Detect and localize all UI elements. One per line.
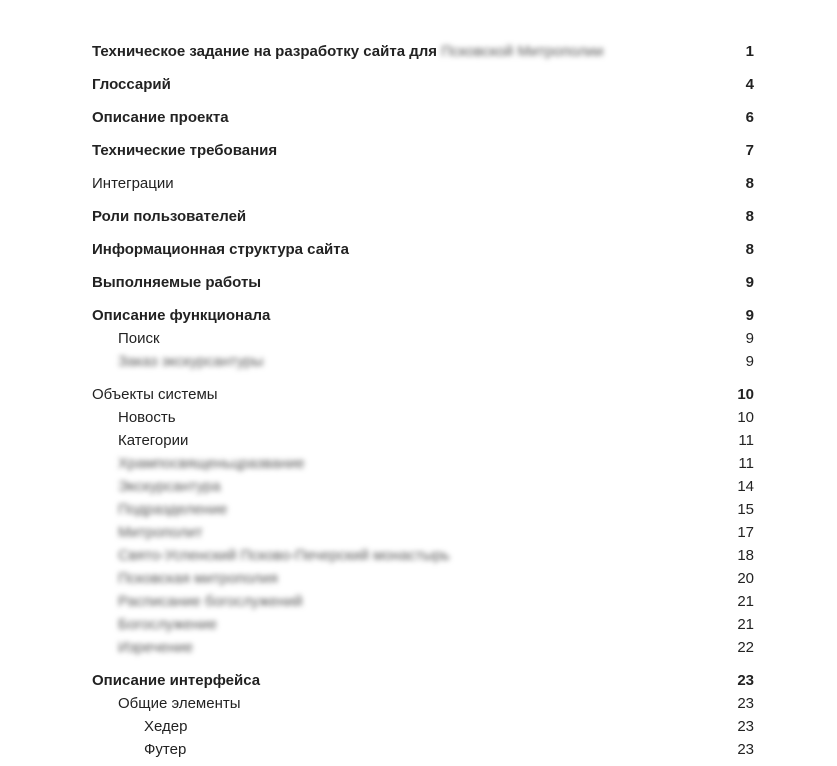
toc-entry-page-number: 21 — [737, 593, 754, 610]
toc-entry-objects[interactable] — [92, 383, 754, 406]
toc-entry-title-text: Богослужение — [118, 616, 217, 633]
toc-entry-title[interactable] — [92, 106, 229, 129]
toc-entry-title[interactable] — [92, 40, 604, 63]
toc-entry-title-text: Категории — [118, 432, 189, 449]
toc-entry-project-desc[interactable] — [92, 106, 754, 129]
toc-entry-footer[interactable] — [92, 738, 754, 761]
toc-entry-page-number: 15 — [737, 501, 754, 518]
toc-entry-page-number: 8 — [745, 241, 754, 258]
toc-entry-title-text: Новость — [118, 409, 176, 426]
toc-entry-title[interactable] — [92, 567, 278, 590]
toc-entry-title-text: Заказ экскурсантуры — [118, 353, 264, 370]
toc-entry-title[interactable] — [92, 521, 203, 544]
toc-entry-categories[interactable] — [92, 429, 754, 452]
toc-entry-title-text: Футер — [144, 741, 187, 758]
toc-entry-title-text: Митрополит — [118, 524, 203, 541]
toc-entry-page-number: 23 — [737, 741, 754, 758]
toc-entry-title-text: Выполняемые работы — [92, 274, 262, 291]
toc-entry-page-number: 9 — [745, 353, 754, 370]
toc-entry-title[interactable] — [92, 613, 217, 636]
toc-entry-title-text: Экскурсантура — [118, 478, 221, 495]
toc-entry-title[interactable] — [92, 383, 218, 406]
toc-entry-title[interactable] — [92, 738, 186, 761]
toc-entry-page-number: 9 — [745, 330, 754, 347]
toc-entry-title-text: Подразделение — [118, 501, 228, 518]
toc-entry-page-number: 23 — [737, 672, 754, 689]
toc-entry-title[interactable] — [92, 238, 349, 261]
toc-entry-blur5[interactable] — [92, 544, 754, 567]
toc-entry-title-text: Хедер — [144, 718, 188, 735]
toc-entry-common[interactable] — [92, 692, 754, 715]
toc-entry-title-text: Расписание богослужений — [118, 593, 303, 610]
toc-entry-title[interactable] — [92, 172, 174, 195]
toc-entry-title-text: Техническое задание на разработку сайта для — [92, 43, 442, 60]
toc-entry-blur8[interactable] — [92, 613, 754, 636]
toc-entry-page-number: 8 — [745, 208, 754, 225]
toc-entry-page-number: 23 — [737, 695, 754, 712]
toc-entry-interface[interactable] — [92, 669, 754, 692]
toc-entry-page-number: 22 — [737, 639, 754, 656]
toc-entry-title[interactable] — [92, 406, 176, 429]
toc-entry-page-number: 7 — [745, 142, 754, 159]
toc-entry-title-text: Описание проекта — [92, 109, 229, 126]
toc-entry-page-number: 9 — [745, 307, 754, 324]
toc-entry-title[interactable] — [92, 139, 277, 162]
toc-entry-page-number: 18 — [737, 547, 754, 564]
toc-entry-title[interactable] — [92, 669, 260, 692]
toc-entry-blur2[interactable] — [92, 475, 754, 498]
toc-entry-page-number: 9 — [745, 274, 754, 291]
toc-entry-functional[interactable] — [92, 304, 754, 327]
toc-entry-title[interactable] — [92, 475, 221, 498]
toc-entry-title-text: Описание функционала — [92, 307, 271, 324]
toc-entry-page-number: 1 — [745, 43, 754, 60]
toc-entry-title[interactable] — [92, 304, 270, 327]
toc-entry-title[interactable] — [92, 271, 261, 294]
toc-entry-integrations[interactable] — [92, 172, 754, 195]
toc-entry-search[interactable] — [92, 327, 754, 350]
toc-entry-title-text: Глоссарий — [92, 76, 171, 93]
toc-entry-header[interactable] — [92, 715, 754, 738]
toc-entry-title-text: Информационная структура сайта — [92, 241, 349, 258]
toc-entry-info-structure[interactable] — [92, 238, 754, 261]
toc-entry-page-number: 8 — [745, 175, 754, 192]
toc-entry-tz[interactable] — [92, 40, 754, 63]
toc-entry-blur6[interactable] — [92, 567, 754, 590]
toc-entry-page-number: 21 — [737, 616, 754, 633]
toc-entry-title-text: Псковская митрополия — [118, 570, 278, 587]
toc-entry-page-number: 6 — [745, 109, 754, 126]
toc-entry-page-number: 11 — [738, 455, 754, 472]
toc-entry-news[interactable] — [92, 406, 754, 429]
toc-entry-blur1[interactable] — [92, 452, 754, 475]
toc-entry-title[interactable] — [92, 452, 305, 475]
toc-entry-title[interactable] — [92, 73, 171, 96]
toc-entry-blur4[interactable] — [92, 521, 754, 544]
toc-entry-title[interactable] — [92, 205, 246, 228]
table-of-contents — [92, 40, 754, 761]
toc-entry-page-number: 20 — [737, 570, 754, 587]
toc-entry-title[interactable] — [92, 429, 188, 452]
toc-entry-title-text: Изречение — [118, 639, 194, 656]
toc-entry-title-text: Свято-Успенский Псково-Печерский монастырь — [118, 547, 450, 564]
toc-entry-glossary[interactable] — [92, 73, 754, 96]
toc-entry-title-text: Хрампосвященьцразвание — [118, 455, 305, 472]
toc-entry-page-number: 23 — [737, 718, 754, 735]
toc-entry-page-number: 10 — [737, 386, 754, 403]
toc-entry-title[interactable] — [92, 715, 187, 738]
toc-entry-order[interactable] — [92, 350, 754, 373]
toc-entry-title-text: Интеграции — [92, 175, 174, 192]
toc-entry-page-number: 4 — [745, 76, 754, 93]
toc-entry-title[interactable] — [92, 636, 193, 659]
toc-entry-title[interactable] — [92, 350, 263, 373]
toc-entry-title-text: Технические требования — [92, 142, 278, 159]
toc-entry-title[interactable] — [92, 544, 450, 567]
toc-entry-works[interactable] — [92, 271, 754, 294]
toc-entry-title[interactable] — [92, 327, 160, 350]
toc-entry-blur3[interactable] — [92, 498, 754, 521]
toc-entry-page-number: 10 — [737, 409, 754, 426]
toc-entry-title[interactable] — [92, 692, 241, 715]
toc-entry-title-text: Поиск — [118, 330, 160, 347]
toc-entry-blur9[interactable] — [92, 636, 754, 659]
toc-entry-page-number: 14 — [737, 478, 754, 495]
toc-entry-title-text: Общие элементы — [118, 695, 241, 712]
toc-entry-blur7[interactable] — [92, 590, 754, 613]
toc-entry-title-redacted: Псковской Митрополии — [441, 43, 604, 60]
toc-entry-page-number: 17 — [737, 524, 754, 541]
toc-entry-title-text: Описание интерфейса — [92, 672, 261, 689]
toc-entry-tech-req[interactable] — [92, 139, 754, 162]
toc-entry-title[interactable] — [92, 590, 303, 613]
toc-entry-title[interactable] — [92, 498, 227, 521]
toc-entry-page-number: 11 — [738, 432, 754, 449]
toc-entry-title-text: Объекты системы — [92, 386, 218, 403]
toc-entry-roles[interactable] — [92, 205, 754, 228]
toc-entry-title-text: Роли пользователей — [92, 208, 247, 225]
